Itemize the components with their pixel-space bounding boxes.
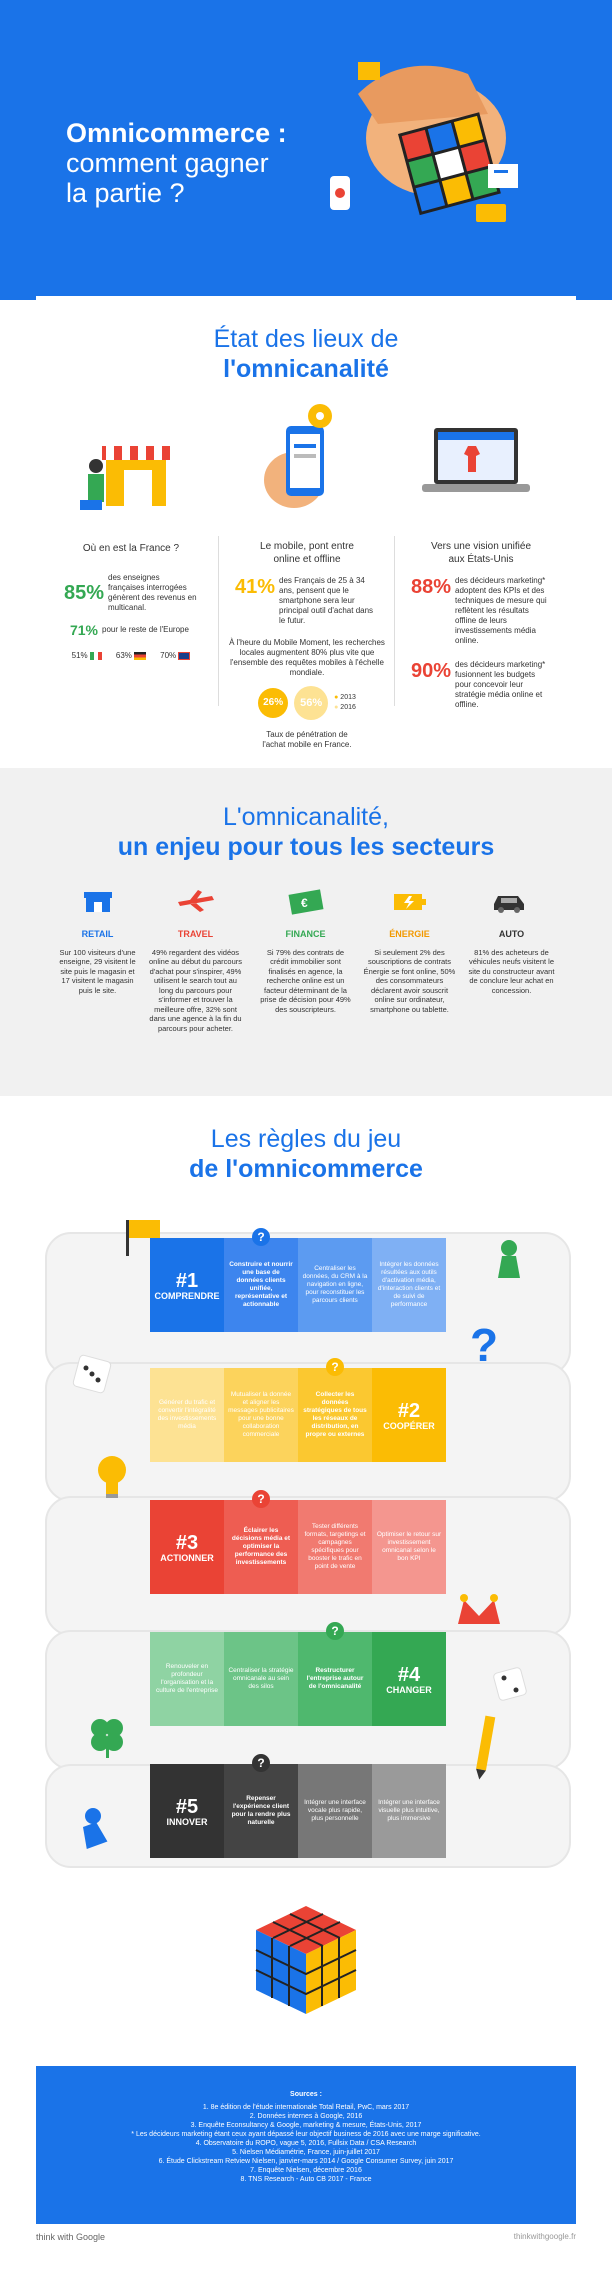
column-heading-l2: online et offline — [273, 554, 341, 565]
rule-1-step-3: Intégrer les données résultées aux outils d'activation média, d'interaction clients et de suivi de performance — [372, 1238, 446, 1332]
mobile-moment-text: À l'heure du Mobile Moment, les recherches locales augmentent 80% plus vite que l'ensemble des requêtes mobiles à l'échelle mondiale. — [229, 638, 385, 677]
storefront-illustration — [76, 436, 176, 516]
rule-3-row — [150, 1492, 446, 1594]
stat-88: 88% — [410, 576, 452, 598]
question-mark-icon: ? — [326, 1358, 344, 1376]
section-title: L'omnicanalité, un enjeu pour tous les secteurs — [117, 803, 495, 861]
dice-icon — [492, 1666, 528, 1702]
car-icon — [490, 890, 528, 914]
stat-90: 90% — [410, 660, 452, 682]
hero-banner — [0, 0, 612, 300]
column-heading: Où en est la France ? — [82, 543, 180, 554]
source-line: 7. Enquête Nielsen, décembre 2016 — [250, 2167, 362, 2174]
sector-finance: FINANCE Si 79% des contrats de crédit immobilier sont finalisés en agence, la recherche online est un facteur déterminant de la prise de décision pour 49% des souscripteurs. — [258, 930, 353, 1014]
jester-hat-icon — [452, 1590, 506, 1630]
rule-4-step-2: Centraliser la stratégie omnicanale au sein des silos — [224, 1632, 298, 1726]
laptop-illustration — [418, 422, 534, 506]
rule-2-header: #2 COOPÉRER — [372, 1368, 446, 1462]
sector-text: Sur 100 visiteurs d'une enseigne, 29 visitent le site puis le magasin et 17 visitent le magasin puis le site. — [59, 947, 136, 995]
rule-1-row — [150, 1230, 446, 1332]
flag-italy: 51% — [72, 651, 102, 661]
dice-icon — [70, 1352, 114, 1396]
column-heading-l2: aux États-Unis — [448, 554, 514, 565]
pawn-icon — [76, 1806, 110, 1850]
rule-1-header: #1 COMPRENDRE — [150, 1238, 224, 1332]
omnichannel-state-section — [36, 296, 576, 762]
flag-icon — [122, 1218, 164, 1258]
svg-text:€: € — [301, 896, 308, 910]
column-heading-l1: Le mobile, pont entre — [260, 541, 354, 552]
source-line: 8. TNS Research - Auto CB 2017 - France — [240, 2176, 372, 2183]
rule-5-step-2: Intégrer une interface vocale plus rapide, plus personnelle — [298, 1764, 372, 1858]
rule-2-step-3: Générer du trafic et convertir l'intégralité des investissements média — [150, 1368, 224, 1462]
stat-88-text: des décideurs marketing* adoptent des KPIs et des techniques de mesure qui reflètent les résultats offline de leurs investissements média online. — [455, 576, 547, 645]
rule-3-header: #3 ACTIONNER — [150, 1500, 224, 1594]
airplane-icon — [176, 888, 216, 914]
usa-column — [396, 540, 566, 710]
question-mark-icon: ? — [252, 1490, 270, 1508]
stat-71-text: pour le reste de l'Europe — [102, 625, 189, 634]
source-line: 1. 8e édition de l'étude internationale Total Retail, PwC, mars 2017 — [202, 2104, 410, 2111]
source-line: * Les décideurs marketing étant ceux ayant dépassé leur objectif business de 2016 avec une marge significative. — [131, 2131, 481, 2138]
france-column — [46, 542, 216, 661]
mobile-column — [222, 540, 392, 750]
rule-5-header: #5 INNOVER — [150, 1764, 224, 1858]
sector-energie: ÉNERGIE Si seulement 2% des souscriptions de contrats Énergie se font online, 50% des consommateurs déclarent avoir souscrit online sur ordinateur, smartphone ou tablette. — [363, 929, 456, 1014]
battery-icon — [392, 890, 428, 914]
shop-icon — [82, 890, 114, 914]
flag-germany: 63% — [116, 651, 146, 661]
rubiks-cube-icon — [248, 1900, 364, 2020]
rule-1-step-1: Construire et nourrir une base de données clients unifiée, représentative et actionnable — [224, 1238, 298, 1332]
rule-3-step-2: Tester différents formats, targetings et campagnes spécifiques pour booster le trafic en point de vente — [298, 1500, 372, 1594]
source-line: 2. Données internes à Google, 2016 — [249, 2113, 363, 2120]
stat-41-text: des Français de 25 à 34 ans, pensent que le smartphone sera leur principal outil d'achat dans le futur. — [279, 576, 374, 625]
question-mark-icon: ? — [326, 1622, 344, 1640]
source-line: 5. Nielsen Médiamétrie, France, juin-juillet 2017 — [232, 2149, 380, 2156]
website-link[interactable]: thinkwithgoogle.fr — [513, 2232, 576, 2241]
banknote-icon — [288, 888, 324, 916]
brand-bar — [0, 2224, 612, 2272]
rules-section-title: Les règles du jeu de l'omnicommerce — [189, 1125, 423, 1183]
penetration-legend: ● 2013 ● 2016 — [334, 694, 356, 711]
flag-uk: 70% — [160, 651, 190, 661]
pawn-icon — [494, 1238, 524, 1282]
source-line: 6. Étude Clickstream Retview Nielsen, janvier-mars 2014 / Google Consumer Survey, juin 2017 — [158, 2158, 454, 2165]
rule-4-step-1: Restructurer l'entreprise autour de l'omnicanalité — [298, 1632, 372, 1726]
clover-icon — [86, 1714, 128, 1760]
sources-footer — [36, 2066, 576, 2224]
lightbulb-icon — [92, 1452, 132, 1502]
column-divider — [394, 536, 395, 706]
question-mark-icon: ? — [252, 1754, 270, 1772]
source-line: 3. Enquête Econsultancy & Google, marketing & mesure, États-Unis, 2017 — [190, 2122, 422, 2129]
rule-5-step-3: Intégrer une interface visuelle plus intuitive, plus immersive — [372, 1764, 446, 1858]
rule-3-step-1: Éclairer les décisions média et optimiser la performance des investissements — [224, 1500, 298, 1594]
stat-90-text: des décideurs marketing* fusionnent les budgets pour concevoir leur stratégie média online et offline. — [455, 660, 546, 709]
penetration-caption: Taux de pénétration de l'achat mobile en France. — [262, 730, 352, 749]
rule-4-row — [150, 1624, 446, 1726]
source-line: 4. Observatoire du ROPO, vague 5, 2016, Fullsix Data / CSA Research — [195, 2140, 417, 2147]
sector-retail: RETAIL Sur 100 visiteurs d'une enseigne, 29 visitent le site puis le magasin et 17 visitent le magasin puis le site. — [50, 930, 145, 995]
sector-travel: TRAVEL 49% regardent des vidéos online au début du parcours d'achat pour s'inspirer, 49% utilisent le search tout au long du parcours pour s'informer et trouver la meilleure offre, 32% sont dans une agence à la fin du parcours pour acheter. — [149, 929, 242, 1033]
rule-5-row — [150, 1756, 446, 1858]
penetration-2016-circle: 56% — [294, 686, 328, 720]
rule-2-row — [150, 1360, 446, 1462]
column-divider — [218, 536, 219, 706]
sector-text: 81% des acheteurs de véhicules neufs visitent le site du constructeur avant de conclure leur achat en concession. — [468, 947, 555, 995]
rule-4-header: #4 CHANGER — [372, 1632, 446, 1726]
hero-title: Omnicommerce : comment gagner la partie ? — [66, 118, 287, 208]
question-mark-icon: ? — [252, 1228, 270, 1246]
rule-2-step-1: Collecter les données stratégiques de tous les réseaux de distribution, en propre ou externes — [298, 1368, 372, 1462]
pencil-icon — [470, 1712, 500, 1782]
smartphone-map-illustration — [264, 400, 354, 516]
rule-3-step-3: Optimiser le retour sur investissement omnicanal selon le bon KPI — [372, 1500, 446, 1594]
rule-1-step-2: Centraliser les données, du CRM à la navigation en ligne, pour reconstituer les parcours clients — [298, 1238, 372, 1332]
stat-85-text: des enseignes françaises interrogées génèrent des revenus en multicanal. — [108, 573, 197, 612]
rule-2-step-2: Mutualiser la donnée et aligner les messages publicitaires pour une bonne collaboration commerciale — [224, 1368, 298, 1462]
column-heading-l1: Vers une vision unifiée — [430, 541, 532, 552]
hand-rubiks-cube-illustration — [318, 54, 538, 254]
stat-71: 71% — [69, 622, 99, 638]
sector-text: 49% regardent des vidéos online au début du parcours d'achat pour s'inspirer, 49% utilisent le search tout au long du parcours pour s'informer et trouver la meilleure offre, 32% sont dans une agence à la fin du parcours pour acheter. — [149, 947, 242, 1033]
flags-row — [46, 651, 216, 661]
rule-5-step-1: Repenser l'expérience client pour la rendre plus naturelle — [224, 1764, 298, 1858]
rule-4-step-3: Renouveler en profondeur l'organisation et la culture de l'entreprise — [150, 1632, 224, 1726]
sector-auto: AUTO 81% des acheteurs de véhicules neufs visitent le site du constructeur avant de conclure leur achat en concession. — [464, 930, 559, 995]
sources-title: Sources : — [290, 2091, 322, 2098]
sector-text: Si 79% des contrats de crédit immobilier sont finalisés en agence, la recherche online est un facteur déterminant de la prise de décision pour 49% des souscripteurs. — [260, 947, 351, 1014]
stat-41: 41% — [234, 576, 276, 598]
stat-85: 85% — [63, 582, 105, 604]
think-with-google-logo: think with Google — [36, 2232, 106, 2242]
sector-text: Si seulement 2% des souscriptions de contrats Énergie se font online, 50% des consommateurs déclarent avoir souscrit online sur ordinateur, smartphone ou tablette. — [363, 947, 456, 1014]
section-title: État des lieux de l'omnicanalité — [213, 325, 399, 383]
question-mark-big-icon: ? — [470, 1319, 499, 1371]
penetration-2013-circle: 26% — [258, 688, 288, 718]
